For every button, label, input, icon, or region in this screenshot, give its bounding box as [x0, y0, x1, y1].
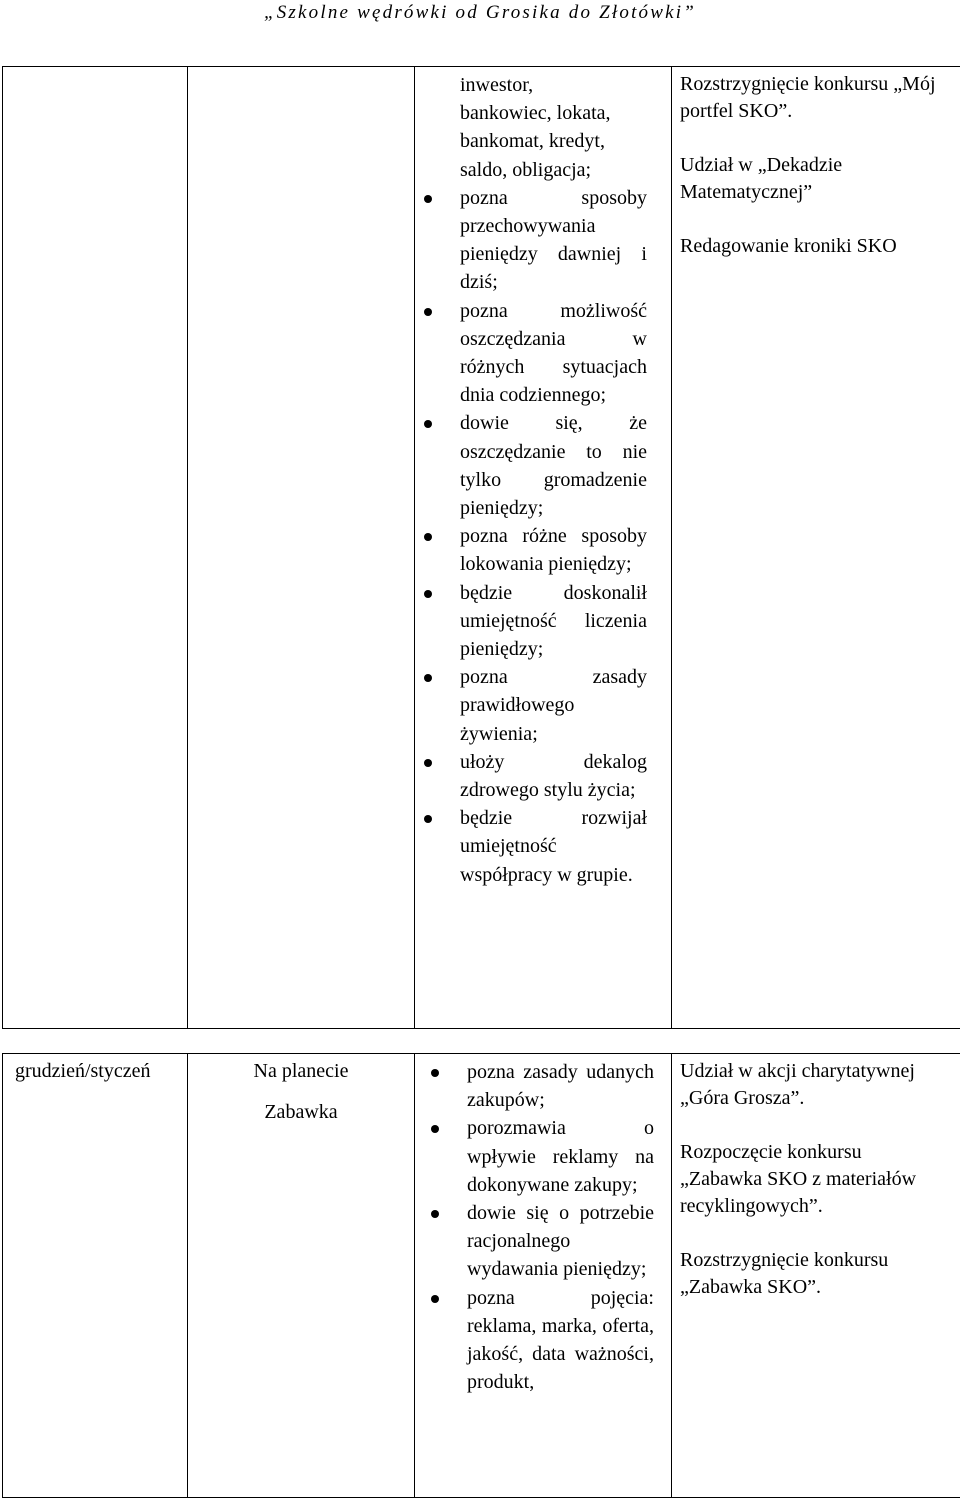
activities-cell: [672, 67, 960, 1029]
list-item: pozna zasady prawidłowego żywienia;: [460, 663, 647, 748]
topic-label: [188, 1054, 414, 1126]
bullet-icon: [431, 1210, 439, 1218]
bullet-icon: [431, 1125, 439, 1133]
plan-table: [2, 1053, 960, 1498]
activity-text: Rozpoczęcie konkursu „Zabawka SKO z materiałów recyklingowych”.: [680, 1141, 917, 1217]
lead-line: bankowiec, lokata,: [460, 102, 611, 125]
topic-line: Na planecie: [253, 1060, 349, 1082]
lead-line: saldo, obligacja;: [460, 158, 592, 181]
list-item: pozna pojęcia: reklama, marka, oferta, jakość, data ważności, produkt,: [467, 1284, 654, 1397]
activities-cell: [672, 1054, 960, 1498]
month-cell: [3, 67, 188, 1029]
bullet-icon: [424, 420, 432, 428]
plan-table-continued: [2, 66, 960, 1029]
activity-text: Udział w akcji charytatywnej „Góra Grosza”.: [680, 1060, 915, 1109]
document-header: „Szkolne wędrówki od Grosika do Złotówki”: [263, 2, 697, 23]
activity-text: Rozstrzygnięcie konkursu „Zabawka SKO”.: [680, 1249, 889, 1298]
list-item: dowie się o potrzebie racjonalnego wydawania pieniędzy;: [467, 1199, 654, 1284]
outcomes-list: [460, 184, 647, 889]
outcomes-cell: [415, 67, 672, 1029]
month-label: grudzień/styczeń: [15, 1060, 151, 1082]
bullet-icon: [424, 308, 432, 316]
list-item: pozna zasady udanych zakupów;: [467, 1058, 654, 1114]
bullet-icon: [431, 1295, 439, 1303]
bullet-icon: [424, 195, 432, 203]
list-item: będzie rozwijał umiejętność współpracy w grupie.: [460, 804, 647, 889]
list-item: pozna sposoby przechowywania pieniędzy dawniej i dziś;: [460, 184, 647, 297]
topic-cell: [188, 67, 415, 1029]
lead-line: bankomat, kredyt,: [460, 130, 605, 153]
activity-text: Rozstrzygnięcie konkursu „Mój portfel SKO”.: [680, 73, 936, 122]
list-item: pozna możliwość oszczędzania w różnych sytuacjach dnia codziennego;: [460, 297, 647, 410]
lead-line: inwestor,: [460, 74, 534, 96]
list-item: pozna różne sposoby lokowania pieniędzy;: [460, 522, 647, 578]
list-item: ułoży dekalog zdrowego stylu życia;: [460, 748, 647, 804]
bullet-icon: [424, 533, 432, 541]
activity-text: Udział w „Dekadzie Matematycznej”: [680, 154, 843, 203]
month-cell: [3, 1054, 188, 1498]
bullet-icon: [424, 674, 432, 682]
list-item: porozmawia o wpływie reklamy na dokonywane zakupy;: [467, 1114, 654, 1199]
list-item: dowie się, że oszczędzanie to nie tylko gromadzenie pieniędzy;: [460, 409, 647, 522]
outcomes-cell: [415, 1054, 672, 1498]
bullet-icon: [424, 759, 432, 767]
outcomes-lead: [460, 71, 647, 184]
topic-cell: [188, 1054, 415, 1498]
outcomes-list: [467, 1058, 654, 1396]
activity-text: Redagowanie kroniki SKO: [680, 235, 897, 257]
bullet-icon: [424, 815, 432, 823]
table-row: [3, 1054, 960, 1498]
bullet-icon: [431, 1069, 439, 1077]
topic-line: Zabawka: [264, 1101, 338, 1123]
list-item: będzie doskonalił umiejętność liczenia pieniędzy;: [460, 579, 647, 664]
bullet-icon: [424, 590, 432, 598]
table-row: [3, 67, 960, 1029]
